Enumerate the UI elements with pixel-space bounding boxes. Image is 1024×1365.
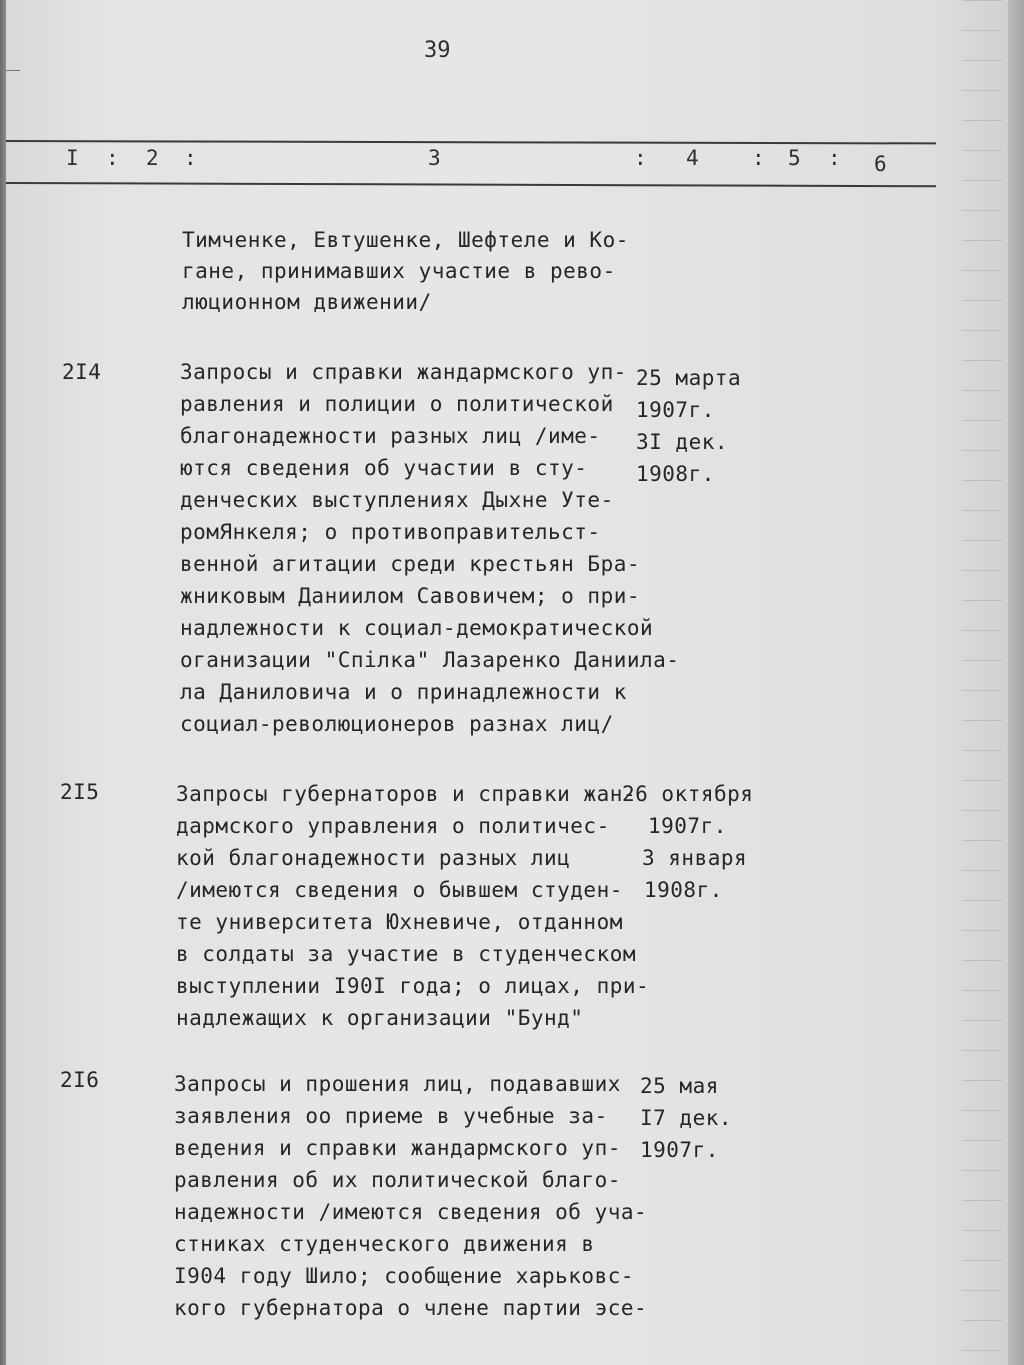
- margin-grid: [962, 0, 1002, 1365]
- entry-date-line: 26 октября: [622, 782, 754, 806]
- entry-description-line: оганизации "Спiлка" Лазаренко Даниила-: [180, 648, 680, 672]
- entry-description-line: равления об их политической благо-: [174, 1168, 621, 1192]
- entry-description-line: венной агитации среди крестьян Бра-: [180, 552, 641, 576]
- column-header-6: 6: [874, 152, 887, 176]
- continuation-line: гане, принимавших участие в рево-: [182, 259, 616, 283]
- entry-description-line: заявления оо приеме в учебные за-: [174, 1104, 608, 1128]
- page-edge: [1008, 0, 1024, 1365]
- entry-description-line: надлежности к социал-демократической: [180, 616, 654, 640]
- entry-date-line: 1908г.: [636, 462, 715, 486]
- entry-date-line: 25 мая: [640, 1074, 719, 1098]
- page-number: 39: [424, 38, 451, 63]
- entry-description-line: благонадежности разных лиц /име-: [180, 424, 601, 448]
- column-header-5: 5: [788, 146, 801, 170]
- entry-description-line: надежности /имеются сведения об уча-: [174, 1200, 648, 1224]
- entry-description-line: Запросы губернаторов и справки жан-: [176, 782, 637, 806]
- column-header-4: 4: [686, 146, 699, 170]
- entry-description-line: дармского управления о политичес-: [176, 814, 610, 838]
- entry-description-line: в солдаты за участие в студенческом: [176, 942, 637, 966]
- entry-description-line: денческих выступлениях Дыхне Уте-: [180, 488, 614, 512]
- column-separator: :: [106, 146, 119, 170]
- entry-date-line: 1907г.: [640, 1138, 719, 1162]
- entry-description-line: надлежащих к организации "Бунд": [176, 1006, 584, 1030]
- entry-description-line: кой благонадежности разных лиц: [176, 846, 571, 870]
- margin-mark: [6, 70, 20, 71]
- entry-number: 2I4: [62, 360, 102, 384]
- entry-description-line: ются сведения об участии в сту-: [180, 456, 588, 480]
- column-separator: :: [634, 146, 647, 170]
- entry-date-line: 1907г.: [648, 814, 727, 838]
- entry-description-line: ведения и справки жандармского уп-: [174, 1136, 621, 1160]
- entry-number: 2I6: [60, 1068, 100, 1092]
- entry-description-line: кого губернатора о члене партии эсе-: [174, 1296, 648, 1320]
- entry-description-line: жниковым Даниилом Савовичем; о при-: [180, 584, 641, 608]
- entry-date-line: 1908г.: [644, 878, 723, 902]
- entry-description-line: Запросы и справки жандармского уп-: [180, 360, 627, 384]
- entry-description-line: ла Даниловича и о принадлежности к: [180, 680, 627, 704]
- column-separator: :: [184, 146, 197, 170]
- entry-description-line: социал-революционеров разнах лиц/: [180, 712, 614, 736]
- continuation-line: люционном движении/: [182, 290, 432, 314]
- entry-description-line: стниках студенческого движения в: [174, 1232, 595, 1256]
- entry-description-line: Запросы и прошения лиц, подававших: [174, 1072, 621, 1096]
- entry-date-line: 3I дек.: [636, 430, 729, 454]
- entry-date-line: 1907г.: [636, 398, 715, 422]
- column-separator: :: [828, 146, 841, 170]
- entry-description-line: ромЯнкеля; о противоправительст-: [180, 520, 601, 544]
- entry-description-line: /имеются сведения о бывшем студен-: [176, 878, 623, 902]
- column-header-2: 2: [146, 146, 159, 170]
- column-header-3: 3: [428, 146, 441, 170]
- entry-description-line: равления и полиции о политической: [180, 392, 614, 416]
- column-separator: :: [752, 146, 765, 170]
- entry-description-line: те университета Юхневиче, отданном: [176, 910, 623, 934]
- entry-number: 2I5: [60, 780, 100, 804]
- entry-description-line: I904 году Шило; сообщение харьковс-: [174, 1264, 635, 1288]
- entry-description-line: выступлении I90I года; о лицах, при-: [176, 974, 650, 998]
- continuation-line: Тимченке, Евтушенке, Шефтеле и Ко-: [182, 228, 629, 252]
- column-header-1: I: [66, 146, 79, 170]
- entry-date-line: I7 дек.: [640, 1106, 733, 1130]
- entry-date-line: 3 января: [642, 846, 748, 870]
- entry-date-line: 25 марта: [636, 366, 742, 390]
